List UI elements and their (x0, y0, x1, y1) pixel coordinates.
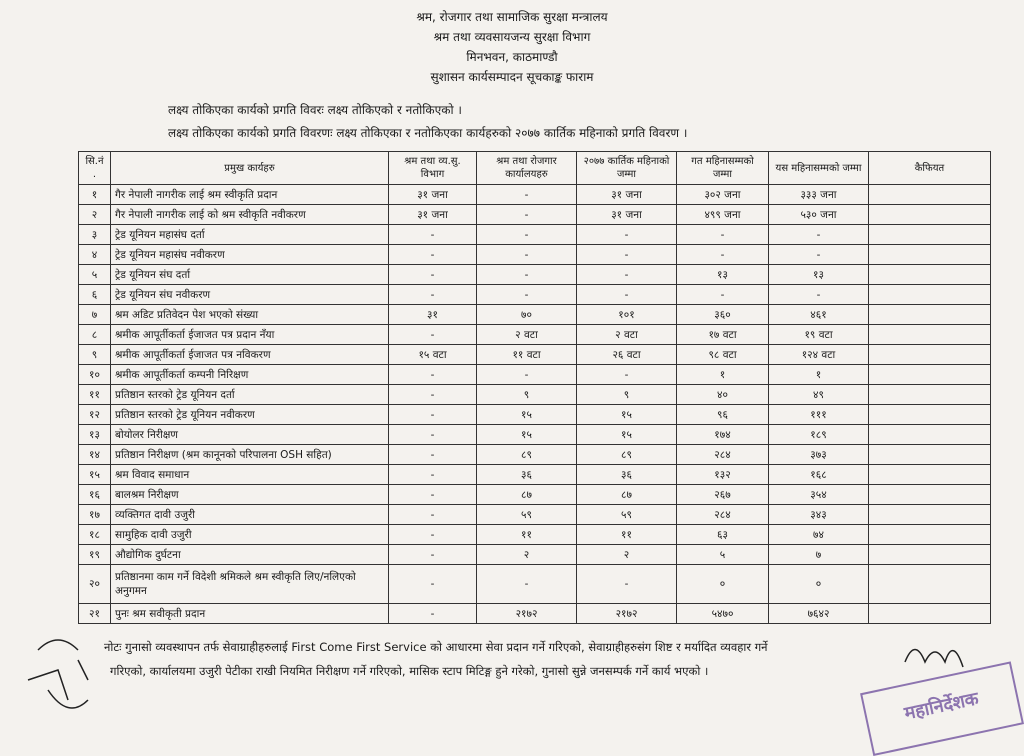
cell-dept: - (389, 365, 477, 385)
cell-month: १५ (577, 405, 677, 425)
cell-sn: १८ (79, 525, 111, 545)
cell-remarks (869, 205, 991, 225)
cell-prev: १७४ (677, 425, 769, 445)
cell-total: १८९ (769, 425, 869, 445)
subtitle-2: लक्ष्य तोकिएका कार्यको प्रगति विवरणः लक्ष्य तोकिएका र नतोकिएका कार्यहरुको २०७७ कार्तिक महिनाको प्रगति विवरण । (168, 126, 688, 140)
cell-total: १११ (769, 405, 869, 425)
cell-month: २१७२ (577, 604, 677, 624)
progress-table (78, 151, 991, 624)
cell-remarks (869, 545, 991, 565)
cell-work: पुनः श्रम सवीकृती प्रदान (111, 604, 389, 624)
cell-month: ११ (577, 525, 677, 545)
cell-work: प्रतिष्ठानमा काम गर्ने विदेशी श्रमिकले श्रम स्वीकृति लिए/नलिएको अनुगमन (111, 565, 389, 604)
cell-work: प्रतिष्ठान स्तरको ट्रेड यूनियन नवीकरण (111, 405, 389, 425)
cell-office: - (477, 225, 577, 245)
cell-month: ९ (577, 385, 677, 405)
header-dept: श्रम तथा व्य.सु. विभाग (389, 152, 477, 185)
header-remarks: कैफियत (869, 152, 991, 185)
cell-sn: १९ (79, 545, 111, 565)
cell-total: १३ (769, 265, 869, 285)
cell-remarks (869, 405, 991, 425)
cell-sn: १३ (79, 425, 111, 445)
department-title: श्रम तथा व्यवसायजन्य सुरक्षा विभाग (433, 30, 591, 44)
cell-month: - (577, 285, 677, 305)
cell-total: ३४३ (769, 505, 869, 525)
cell-remarks (869, 225, 991, 245)
cell-work: बालश्रम निरीक्षण (111, 485, 389, 505)
cell-work: श्रमीक आपूर्तीकर्ता कम्पनी निरिक्षण (111, 365, 389, 385)
cell-office: - (477, 245, 577, 265)
cell-sn: १४ (79, 445, 111, 465)
cell-prev: ३६० (677, 305, 769, 325)
cell-remarks (869, 305, 991, 325)
cell-sn: २ (79, 205, 111, 225)
cell-work: प्रतिष्ठान निरीक्षण (श्रम कानूनको परिपालना OSH सहित) (111, 445, 389, 465)
cell-office: ११ वटा (477, 345, 577, 365)
cell-total: ७ (769, 545, 869, 565)
cell-sn: १७ (79, 505, 111, 525)
cell-remarks (869, 185, 991, 205)
cell-work: व्यक्तिगत दावी उजुरी (111, 505, 389, 525)
cell-remarks (869, 525, 991, 545)
cell-sn: ४ (79, 245, 111, 265)
location-title: मिनभवन, काठमाण्डौ (466, 50, 558, 64)
cell-office: ५९ (477, 505, 577, 525)
table-row (79, 385, 991, 405)
table-row (79, 245, 991, 265)
cell-month: ८९ (577, 445, 677, 465)
cell-work: गैर नेपाली नागरीक लाई को श्रम स्वीकृति नवीकरण (111, 205, 389, 225)
cell-remarks (869, 245, 991, 265)
cell-total: ४९ (769, 385, 869, 405)
cell-sn: ५ (79, 265, 111, 285)
table-row (79, 604, 991, 624)
cell-remarks (869, 505, 991, 525)
cell-month: - (577, 265, 677, 285)
cell-work: श्रमीक आपूर्तीकर्ता ईजाजत पत्र प्रदान नँया (111, 325, 389, 345)
cell-prev: ५ (677, 545, 769, 565)
cell-remarks (869, 285, 991, 305)
cell-work: ट्रेड यूनियन संघ नवीकरण (111, 285, 389, 305)
official-stamp: महानिर्देशक (860, 661, 1024, 756)
cell-office: १५ (477, 425, 577, 445)
header-work: प्रमुख कार्यहरु (111, 152, 389, 185)
cell-sn: १ (79, 185, 111, 205)
cell-total: ७४ (769, 525, 869, 545)
cell-month: ८७ (577, 485, 677, 505)
cell-sn: १६ (79, 485, 111, 505)
note-line-1: नोटः गुनासो व्यवस्थापन तर्फ सेवाग्राहीहरुलाई First Come First Service को आधारमा सेवा प्रदान गर्ने गरिएको, सेवाग्राहीहरुसंग शिष्ट र मर्यादित व्यवहार गर्ने (104, 640, 768, 654)
cell-month: ३१ जना (577, 185, 677, 205)
cell-prev: - (677, 245, 769, 265)
cell-prev: १३ (677, 265, 769, 285)
cell-dept: - (389, 545, 477, 565)
cell-work: ट्रेड यूनियन महासंघ नवीकरण (111, 245, 389, 265)
cell-dept: - (389, 525, 477, 545)
cell-office: - (477, 205, 577, 225)
cell-remarks (869, 485, 991, 505)
cell-remarks (869, 365, 991, 385)
table-row (79, 565, 991, 604)
cell-work: श्रम अडिट प्रतिवेदन पेश भएको संख्या (111, 305, 389, 325)
table-row (79, 205, 991, 225)
cell-total: १९ वटा (769, 325, 869, 345)
ministry-title: श्रम, रोजगार तथा सामाजिक सुरक्षा मन्त्रालय (416, 10, 608, 24)
cell-dept: ३१ जना (389, 185, 477, 205)
cell-sn: १० (79, 365, 111, 385)
cell-work: गैर नेपाली नागरीक लाई श्रम स्वीकृति प्रदान (111, 185, 389, 205)
cell-work: श्रमीक आपूर्तीकर्ता ईजाजत पत्र नविकरण (111, 345, 389, 365)
cell-prev: १ (677, 365, 769, 385)
cell-month: - (577, 365, 677, 385)
cell-dept: - (389, 465, 477, 485)
cell-prev: २८४ (677, 505, 769, 525)
cell-sn: ८ (79, 325, 111, 345)
cell-total: १२४ वटा (769, 345, 869, 365)
cell-remarks (869, 265, 991, 285)
cell-work: ट्रेड यूनियन महासंघ दर्ता (111, 225, 389, 245)
cell-sn: ६ (79, 285, 111, 305)
cell-office: ९ (477, 385, 577, 405)
cell-dept: - (389, 285, 477, 305)
cell-total: - (769, 245, 869, 265)
cell-office: ८९ (477, 445, 577, 465)
cell-prev: - (677, 225, 769, 245)
table-row (79, 425, 991, 445)
cell-month: - (577, 565, 677, 604)
cell-work: बोयोलर निरीक्षण (111, 425, 389, 445)
cell-prev: १७ वटा (677, 325, 769, 345)
cell-work: ट्रेड यूनियन संघ दर्ता (111, 265, 389, 285)
cell-sn: ३ (79, 225, 111, 245)
cell-prev: २६७ (677, 485, 769, 505)
table-row (79, 285, 991, 305)
cell-sn: ११ (79, 385, 111, 405)
cell-dept: - (389, 385, 477, 405)
header-total: यस महिनासम्मको जम्मा (769, 152, 869, 185)
cell-office: - (477, 365, 577, 385)
table-row (79, 185, 991, 205)
cell-prev: ४९९ जना (677, 205, 769, 225)
cell-remarks (869, 604, 991, 624)
cell-month: - (577, 225, 677, 245)
cell-dept: - (389, 485, 477, 505)
cell-dept: - (389, 445, 477, 465)
cell-month: ५९ (577, 505, 677, 525)
cell-remarks (869, 325, 991, 345)
cell-remarks (869, 425, 991, 445)
cell-office: - (477, 565, 577, 604)
cell-dept: - (389, 505, 477, 525)
cell-office: ८७ (477, 485, 577, 505)
table-row (79, 305, 991, 325)
table-header-row (79, 152, 991, 185)
table-row (79, 525, 991, 545)
cell-total: ३५४ (769, 485, 869, 505)
cell-month: ३१ जना (577, 205, 677, 225)
cell-remarks (869, 565, 991, 604)
cell-prev: ३०२ जना (677, 185, 769, 205)
cell-office: २१७२ (477, 604, 577, 624)
cell-dept: - (389, 425, 477, 445)
cell-sn: ७ (79, 305, 111, 325)
cell-prev: ४० (677, 385, 769, 405)
cell-dept: - (389, 245, 477, 265)
cell-office: ३६ (477, 465, 577, 485)
cell-prev: २८४ (677, 445, 769, 465)
cell-office: - (477, 265, 577, 285)
cell-sn: १२ (79, 405, 111, 425)
cell-total: १६८ (769, 465, 869, 485)
table-row (79, 505, 991, 525)
header-office: श्रम तथा रोजगार कार्यालयहरु (477, 152, 577, 185)
subtitle-1: लक्ष्य तोकिएका कार्यको प्रगति विवरः लक्ष्य तोकिएको र नतोकिएको । (168, 103, 462, 117)
cell-total: - (769, 285, 869, 305)
header-prev: गत महिनासम्मको जम्मा (677, 152, 769, 185)
cell-sn: १५ (79, 465, 111, 485)
cell-total: ३७३ (769, 445, 869, 465)
cell-dept: ३१ जना (389, 205, 477, 225)
cell-prev: ९६ (677, 405, 769, 425)
cell-office: - (477, 185, 577, 205)
cell-prev: ६३ (677, 525, 769, 545)
cell-office: ७० (477, 305, 577, 325)
cell-prev: - (677, 285, 769, 305)
table-body (79, 185, 991, 624)
table-row (79, 365, 991, 385)
cell-office: १५ (477, 405, 577, 425)
cell-remarks (869, 465, 991, 485)
table-row (79, 225, 991, 245)
cell-work: श्रम विवाद समाधान (111, 465, 389, 485)
cell-sn: २१ (79, 604, 111, 624)
cell-total: १ (769, 365, 869, 385)
cell-month: १५ (577, 425, 677, 445)
cell-prev: ० (677, 565, 769, 604)
cell-dept: - (389, 405, 477, 425)
cell-office: २ (477, 545, 577, 565)
cell-office: ११ (477, 525, 577, 545)
cell-total: ० (769, 565, 869, 604)
table-row (79, 265, 991, 285)
table-row (79, 445, 991, 465)
cell-dept: - (389, 265, 477, 285)
cell-remarks (869, 445, 991, 465)
cell-total: - (769, 225, 869, 245)
signature-left (18, 620, 108, 720)
cell-total: ७६४२ (769, 604, 869, 624)
table-row (79, 485, 991, 505)
cell-dept: - (389, 565, 477, 604)
form-title: सुशासन कार्यसम्पादन सूचकाङ्क फाराम (430, 70, 594, 84)
table-row (79, 345, 991, 365)
header-sn: सि.नं . (79, 152, 111, 185)
cell-remarks (869, 345, 991, 365)
table-row (79, 545, 991, 565)
cell-total: ४६१ (769, 305, 869, 325)
header-month: २०७७ कार्तिक महिनाको जम्मा (577, 152, 677, 185)
cell-dept: - (389, 225, 477, 245)
cell-month: १०१ (577, 305, 677, 325)
cell-work: सामुहिक दावी उजुरी (111, 525, 389, 545)
note-line-2: गरिएको, कार्यालयमा उजुरी पेटीका राखी नियमित निरीक्षण गर्ने गरिएको, मासिक स्टाप मिटिङ्ग हुने गरेको, गुनासो सुन्ने जनसम्पर्क गर्ने कार्य भएको । (110, 664, 709, 678)
cell-month: - (577, 245, 677, 265)
cell-dept: १५ वटा (389, 345, 477, 365)
cell-office: २ वटा (477, 325, 577, 345)
cell-prev: ५४७० (677, 604, 769, 624)
table-row (79, 465, 991, 485)
cell-remarks (869, 385, 991, 405)
table-row (79, 405, 991, 425)
cell-work: औद्योगिक दुर्घटना (111, 545, 389, 565)
cell-dept: - (389, 325, 477, 345)
cell-dept: ३१ (389, 305, 477, 325)
cell-dept: - (389, 604, 477, 624)
cell-month: ३६ (577, 465, 677, 485)
cell-work: प्रतिष्ठान स्तरको ट्रेड यूनियन दर्ता (111, 385, 389, 405)
cell-month: २ (577, 545, 677, 565)
table-row (79, 325, 991, 345)
cell-total: ३३३ जना (769, 185, 869, 205)
cell-sn: ९ (79, 345, 111, 365)
cell-month: २६ वटा (577, 345, 677, 365)
cell-prev: ९८ वटा (677, 345, 769, 365)
cell-month: २ वटा (577, 325, 677, 345)
cell-office: - (477, 285, 577, 305)
cell-total: ५३० जना (769, 205, 869, 225)
cell-prev: १३२ (677, 465, 769, 485)
cell-sn: २० (79, 565, 111, 604)
